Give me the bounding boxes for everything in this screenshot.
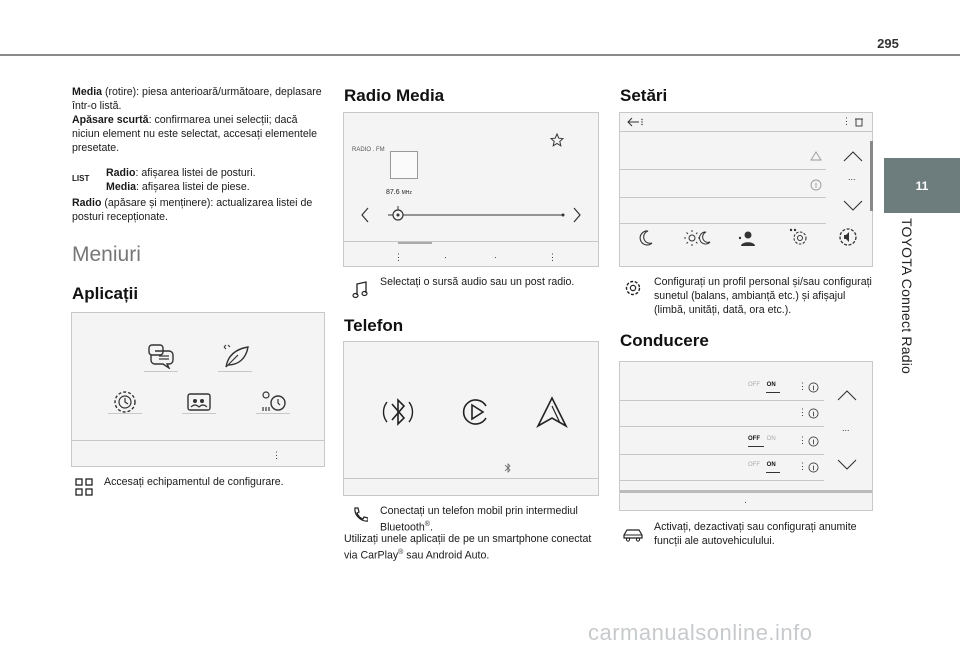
row-2-options-icon[interactable]: ⋮ — [798, 407, 807, 417]
row-1-info-icon[interactable] — [808, 382, 819, 393]
radio2-text: (apăsare și menținere): actualizarea listei de posturi recepționate. — [72, 197, 313, 223]
radio-screen: RADIO . FM 87.6 MHz ⋮ · · ⋮ — [343, 112, 599, 267]
bluetooth-icon[interactable] — [382, 394, 414, 430]
row-3-info-icon[interactable] — [808, 436, 819, 447]
radio-caption: Selectați o sursă audio sau un post radio. — [380, 276, 575, 288]
apps-caption: Accesați echipamentul de configurare. — [104, 476, 284, 488]
android-auto-icon[interactable] — [536, 396, 568, 428]
contacts-card-icon[interactable] — [186, 391, 212, 413]
apps-heading: Aplicații — [72, 284, 139, 303]
profile-icon[interactable] — [736, 229, 756, 247]
chapter-tab[interactable]: 11 — [884, 158, 960, 213]
toggle-row-3[interactable] — [748, 436, 776, 442]
toggle-on-label: ON — [766, 462, 776, 468]
row-4-info-icon[interactable] — [808, 462, 819, 473]
radio-band-label: RADIO . FM — [352, 147, 385, 153]
toggle-off-label: OFF — [748, 462, 760, 468]
frequency-tuner-slider[interactable] — [358, 203, 588, 227]
radio-text: : afișarea listei de posturi. — [135, 167, 256, 179]
phone-caption-part1: Conectați un telefon mobil prin intermediul Bluetooth — [380, 505, 578, 534]
chapter-title: TOYOTA Connect Radio — [899, 218, 915, 374]
more-options-icon[interactable]: ⋮ — [272, 450, 281, 460]
phone-caption-part3: Utilizați unele aplicații de pe un smartphone conectat via CarPlay — [344, 533, 592, 562]
row-2-info-icon[interactable] — [808, 408, 819, 419]
eco-leaf-icon[interactable] — [222, 343, 250, 369]
settings-caption-text: Configurați un profil personal și/sau configurați sunetul (balans, ambianță etc.) și afișajul (limbă, unități, dată, ora etc.). — [654, 276, 872, 316]
media2-text: : afișarea listei de piese. — [136, 181, 250, 193]
toggle-on-label: ON — [766, 382, 776, 388]
next-station-icon — [574, 208, 580, 222]
previous-station-icon — [362, 208, 368, 222]
media-term: Media — [72, 86, 103, 98]
page-number: 295 — [877, 36, 899, 51]
toggle-off-label: OFF — [748, 382, 760, 388]
row-4-options-icon[interactable]: ⋮ — [798, 461, 807, 471]
radio-long-press — [72, 196, 324, 224]
night-mode-icon[interactable] — [636, 229, 654, 247]
bluetooth-status-icon — [504, 462, 512, 474]
favorite-star-icon[interactable] — [550, 133, 564, 147]
station-artwork — [390, 151, 418, 179]
phone-caption — [380, 504, 602, 535]
media2-term: Media — [106, 181, 137, 193]
row-1-options-icon[interactable]: ⋮ — [798, 381, 807, 391]
radio-frequency: 87.6 — [386, 189, 400, 196]
toggle-row-4[interactable] — [748, 462, 776, 468]
toggle-on-label: ON — [766, 436, 776, 442]
music-note-icon — [352, 281, 368, 299]
messages-icon[interactable] — [148, 343, 176, 369]
scroll-down-icon[interactable] — [842, 199, 864, 213]
brightness-icon[interactable] — [684, 229, 712, 247]
phone-caption-part2: . — [429, 521, 433, 534]
radio2-term: Radio — [72, 197, 102, 209]
settings-scrollbar[interactable] — [870, 141, 873, 211]
driving-scroll-down-icon[interactable] — [836, 458, 858, 472]
toggle-row-1[interactable] — [748, 382, 776, 388]
radio-list-icon[interactable]: ⋮ — [394, 252, 403, 262]
trash-icon[interactable] — [854, 117, 864, 127]
back-arrow-icon[interactable] — [626, 117, 644, 127]
watermark: carmanualsonline.info — [588, 620, 813, 645]
driving-screen: OFF ON ⋮ ⋮ OFF ON ⋮ OFF ON ⋮ ... · — [619, 361, 873, 511]
phone-heading: Telefon — [344, 316, 404, 335]
settings-options-icon[interactable]: ⋮ — [842, 116, 851, 126]
audio-settings-icon[interactable] — [838, 227, 858, 247]
settings-screen: ⋮ ... — [619, 112, 873, 267]
info-icon — [810, 179, 822, 191]
system-settings-icon[interactable] — [788, 227, 810, 247]
row-3-options-icon[interactable]: ⋮ — [798, 435, 807, 445]
phone-caption-apps — [344, 532, 600, 563]
phone-caption-part4: sau Android Auto. — [403, 549, 490, 562]
warning-icon — [810, 151, 822, 161]
driving-progress-bar — [620, 490, 872, 493]
clock-settings-icon[interactable] — [112, 389, 138, 415]
phone-screen — [343, 341, 599, 496]
settings-gear-icon — [624, 279, 642, 297]
radio-frequency-unit: MHz — [401, 190, 412, 196]
driving-caption: Activați, dezactivați sau configurați anumite funcții ale autovehiculului. — [654, 521, 857, 547]
menus-heading: Meniuri — [72, 243, 141, 266]
carplay-icon[interactable] — [460, 396, 492, 428]
driving-heading: Conducere — [620, 331, 709, 350]
header-rule — [0, 54, 960, 56]
radio-term: Radio — [106, 167, 136, 179]
radio-media-heading: Radio Media — [344, 86, 445, 105]
radio-options-icon[interactable]: ⋮ — [548, 252, 557, 262]
media-description — [72, 85, 324, 155]
settings-caption — [654, 275, 876, 317]
short-press-term: Apăsare scurtă — [72, 114, 149, 126]
phone-handset-icon — [352, 506, 368, 524]
apps-screen — [71, 312, 325, 467]
air-conditioning-timer-icon[interactable] — [260, 389, 288, 415]
media-text: (rotire): piesa anterioară/următoare, deplasare într-o listă. — [72, 86, 322, 112]
scroll-up-icon[interactable] — [842, 149, 864, 163]
settings-heading: Setări — [620, 86, 668, 105]
apps-grid-icon — [75, 478, 93, 496]
registered-mark: ® — [424, 521, 430, 528]
list-button-label: LIST — [72, 174, 90, 183]
car-icon — [622, 527, 644, 543]
registered-mark-2: ® — [398, 549, 404, 556]
toggle-off-label: OFF — [748, 436, 760, 442]
short-press-text: : confirmarea unei selecții; dacă niciun element nu este selectat, accesați elementele presetate. — [72, 114, 317, 154]
driving-scroll-up-icon[interactable] — [836, 388, 858, 402]
